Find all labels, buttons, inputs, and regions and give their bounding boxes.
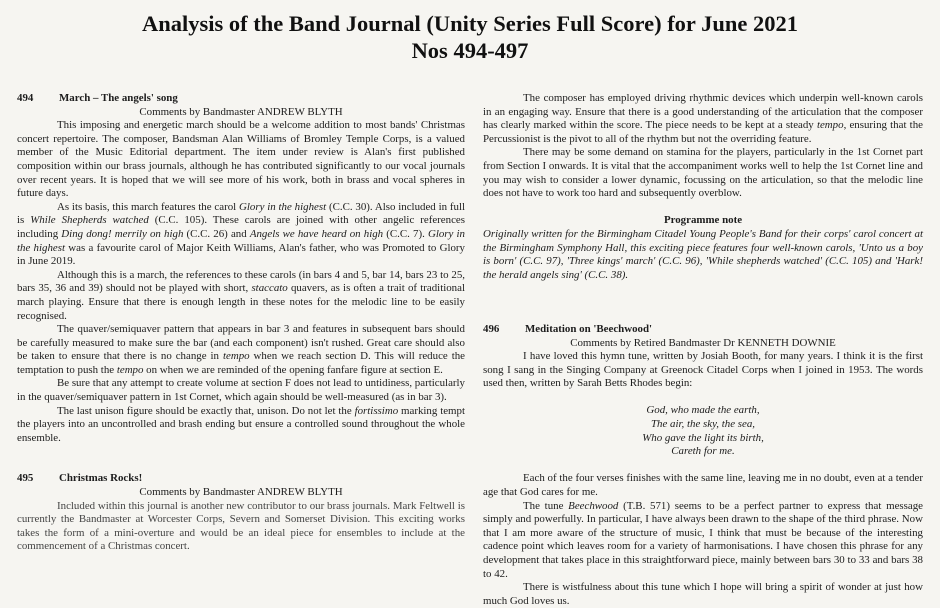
left-column bbox=[17, 92, 465, 554]
paragraph: Be sure that any attempt to create volume at section F does not lead to untidiness, particularly in the quaver/semiquaver pattern in 1st Cornet, which again should be well-measured (as in bar 3). bbox=[17, 377, 465, 404]
paragraph: The composer has employed driving rhythmic devices which underpin well-known carols in an engaging way. Ensure that there is a good understanding of the articulation that the composer has clearly marked within the score. The piece needs to be kept at a steady tempo, ensuring that the Percussionist is the pivot to all of the rhythm but not the overriding feature. bbox=[483, 92, 923, 145]
page-title-line1: Analysis of the Band Journal (Unity Series Full Score) for June 2021 bbox=[141, 11, 799, 36]
section-494-heading bbox=[17, 92, 465, 106]
page-title bbox=[0, 10, 940, 64]
section-496-heading bbox=[483, 323, 923, 337]
verse-line: Careth for me. bbox=[671, 445, 735, 458]
section-number: 494 bbox=[17, 92, 34, 104]
paragraph: There is wistfulness about this tune which I hope will bring a spirit of wonder at just how much God loves us. bbox=[483, 581, 923, 607]
section-title: Meditation on 'Beechwood' bbox=[525, 322, 653, 335]
hymn-verse bbox=[483, 404, 923, 458]
programme-note-heading: Programme note bbox=[663, 214, 743, 227]
section-495-byline: Comments by Bandmaster ANDREW BLYTH bbox=[139, 486, 343, 499]
verse-line: God, who made the earth, bbox=[646, 404, 760, 417]
paragraph: As its basis, this march features the carol Glory in the highest (C.C. 30). Also included in full is While Shepherds watched (C.C. 105). These carols are joined with other angelic references including Ding dong! merrily on high (C.C. 26) and Angels we have heard on high (C.C. 7). Glory in the highest was a favourite carol of Major Keith Williams, Alan's father, who was Promoted to Glory in June 2019. bbox=[17, 200, 465, 268]
paragraph: The last unison figure should be exactly that, unison. Do not let the fortissimo marking tempt the players into an uncontrolled and brash ending but ensure a controlled sound throughout the whole ensemble. bbox=[17, 404, 465, 444]
page-title-line2: Nos 494-497 bbox=[411, 38, 529, 63]
section-496-byline: Comments by Retired Bandmaster Dr KENNETH DOWNIE bbox=[570, 336, 836, 349]
paragraph: Each of the four verses finishes with the same line, leaving me in no doubt, even at a tender age that God cares for me. bbox=[483, 472, 923, 499]
paragraph: There may be some demand on stamina for the players, particularly in the 1st Cornet part from Section I onwards. It is vital that the accompaniment works well to help the 1st Cornet line and you may wish to consider a lower dynamic, focussing on the articulation, so that the melodic line does not have to work too hard and subsequently overblow. bbox=[483, 146, 923, 200]
section-title: March – The angels' song bbox=[59, 92, 178, 104]
programme-note-text: Originally written for the Birmingham Citadel Young People's Band for their corps' carol concert at the Birmingham Symphony Hall, this exciting piece features four well-known carols, 'Unto us a boy is born' (C.C. 97), 'Three kings' march' (C.C. 96), 'While shepherds watched' (C.C. 105) and 'Hark! the herald angels sing' (C.C. 38). bbox=[483, 227, 923, 281]
verse-line: The air, the sky, the sea, bbox=[650, 418, 756, 431]
section-number: 496 bbox=[483, 322, 500, 335]
paragraph: This imposing and energetic march should be a welcome addition to most bands' Christmas concert repertoire. The composer, Bandsman Alan Williams of Bromley Temple Corps, is a valued member of the Music Editorial department. The item under review is Alan's first published composition within our brass journals, although he has contributed significantly to our vocal journals over recent years. It is hoped that we will see more of his work, both in brass and vocal spheres in future days. bbox=[17, 119, 465, 200]
section-495-heading bbox=[17, 472, 465, 486]
section-494-byline: Comments by Bandmaster ANDREW BLYTH bbox=[139, 105, 343, 118]
paragraph: The quaver/semiquaver pattern that appears in bar 3 and features in subsequent bars should be carefully measured to make sure the bar (and each component) isn't rushed. Great care should also be taken to ensure that there is no change in tempo when we reach section D. This will reduce the temptation to push the tempo on when we are reminded of the opening fanfare figure at section E. bbox=[17, 323, 466, 376]
verse-line: Who gave the light its birth, bbox=[642, 431, 764, 444]
section-title: Christmas Rocks! bbox=[59, 472, 143, 485]
paragraph: Although this is a march, the references to these carols (in bars 4 and 5, bar 14, bars 23 to 25, bars 35, 36 and 39) should not be played with short, staccato quavers, as is often a trait of traditional march playing. Ensure that there is enough length in these notes for the melodic line to be easily recognised. bbox=[17, 268, 465, 322]
paragraph: The tune Beechwood (T.B. 571) seems to be a perfect partner to express that message simply and powerfully. In particular, I have always been drawn to the shape of the third phrase. Now that I am more aware of the structure of music, I think that must be because of the interesting cadence point which leaves room for a variety of harmonisations. I have chosen this phrase for any development that takes place in this straightforward piece, mainly between bars 30 to 33 and bars 38 to 42. bbox=[483, 499, 923, 580]
right-column bbox=[483, 92, 923, 608]
paragraph: I have loved this hymn tune, written by Josiah Booth, for many years. I think it is the first song I sang in the Singing Company at Greenock Citadel Corps when I joined in 1953. The words used then, written by Sarah Betts Rhodes begin: bbox=[483, 350, 923, 390]
section-number: 495 bbox=[17, 472, 34, 485]
paragraph: Included within this journal is another new contributor to our brass journals. Mark Feltwell is currently the Bandmaster at Worcester Corps, Severn and Somerset Division. This exciting works takes the form of a mini-overture and would be an ideal piece for ensembles to include at the commencement of a Christmas concert. bbox=[17, 499, 465, 553]
